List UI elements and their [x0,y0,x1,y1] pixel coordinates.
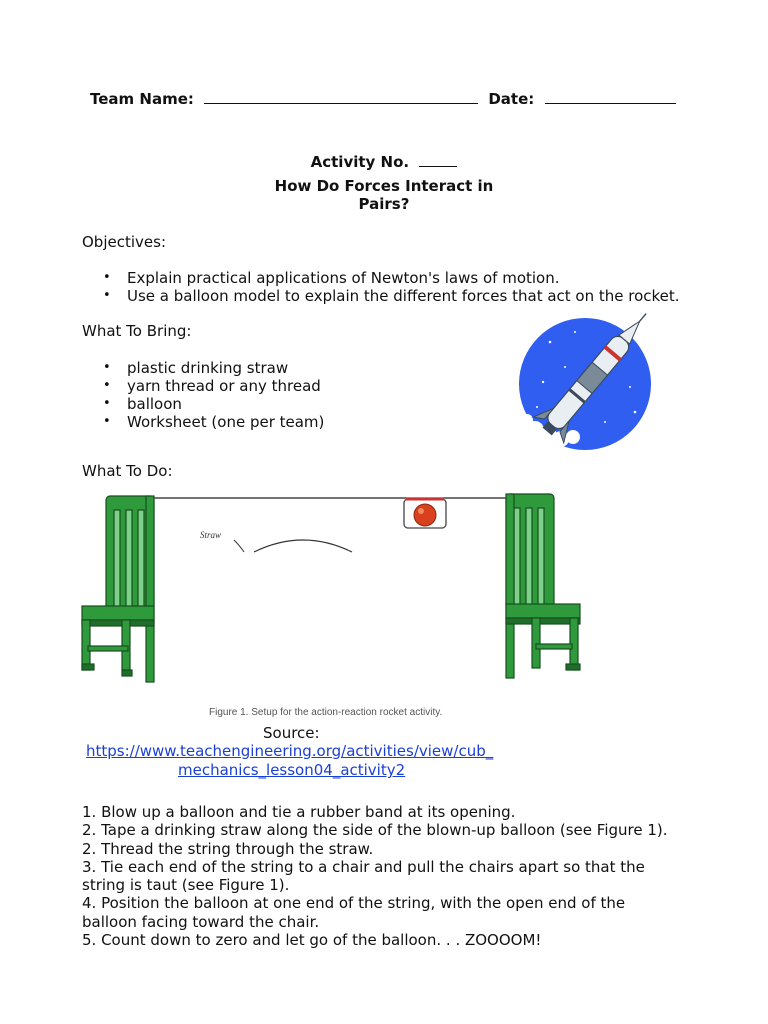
straw-pointer [234,540,244,552]
objectives-heading: Objectives: [82,233,166,251]
step-line: string is taut (see Figure 1). [82,876,290,895]
arc-path [254,540,352,552]
rocket-illustration [515,312,660,454]
step-line: balloon facing toward the chair. [82,912,320,931]
step-line: 2. Tape a drinking straw along the side of the blown-up balloon (see Figure 1). [82,821,668,840]
activity-title-line1: How Do Forces Interact in [274,177,494,195]
date-blank [545,90,676,104]
bring-item: • plastic drinking straw [82,359,324,377]
objectives-list [82,269,680,305]
activity-number-label: Activity No. [310,153,410,171]
date-label: Date: [488,90,535,108]
straw-label: Straw [200,530,222,540]
balloon [414,504,436,526]
step-line: 5. Count down to zero and let go of the balloon. . . ZOOOOM! [82,931,542,950]
objective-item: • Explain practical applications of Newton's laws of motion. [82,269,680,287]
bring-list [82,359,324,431]
team-name-label: Team Name: [90,90,194,108]
step-line: 2. Thread the string through the straw. [82,839,374,858]
bring-item: • balloon [82,395,324,413]
activity-number-blank [419,153,457,167]
left-chair [82,496,154,682]
bring-item: • yarn thread or any thread [82,377,324,395]
right-chair [506,494,580,678]
step-line: 4. Position the balloon at one end of the string, with the open end of the [82,894,626,913]
steps-list [82,803,668,949]
source-link-line1[interactable]: https://www.teachengineering.org/activities/view/cub_ [86,742,494,760]
team-date-line [90,90,676,108]
team-name-blank [204,90,478,104]
source-label: Source: [263,724,320,742]
objective-item: • Use a balloon model to explain the different forces that act on the rocket. [82,287,680,305]
activity-number [0,153,768,171]
bring-item: • Worksheet (one per team) [82,413,324,431]
setup-figure [78,488,586,684]
source-link-line2[interactable]: mechanics_lesson04_activity2 [178,761,406,779]
activity-title-line2: Pairs? [358,195,410,213]
step-line: 1. Blow up a balloon and tie a rubber band at its opening. [82,803,516,821]
bring-heading: What To Bring: [82,322,192,340]
step-line: 3. Tie each end of the string to a chair and pull the chairs apart so that the [82,857,645,876]
todo-heading: What To Do: [82,462,173,480]
figure-caption: Figure 1. Setup for the action-reaction rocket activity. [209,707,443,718]
